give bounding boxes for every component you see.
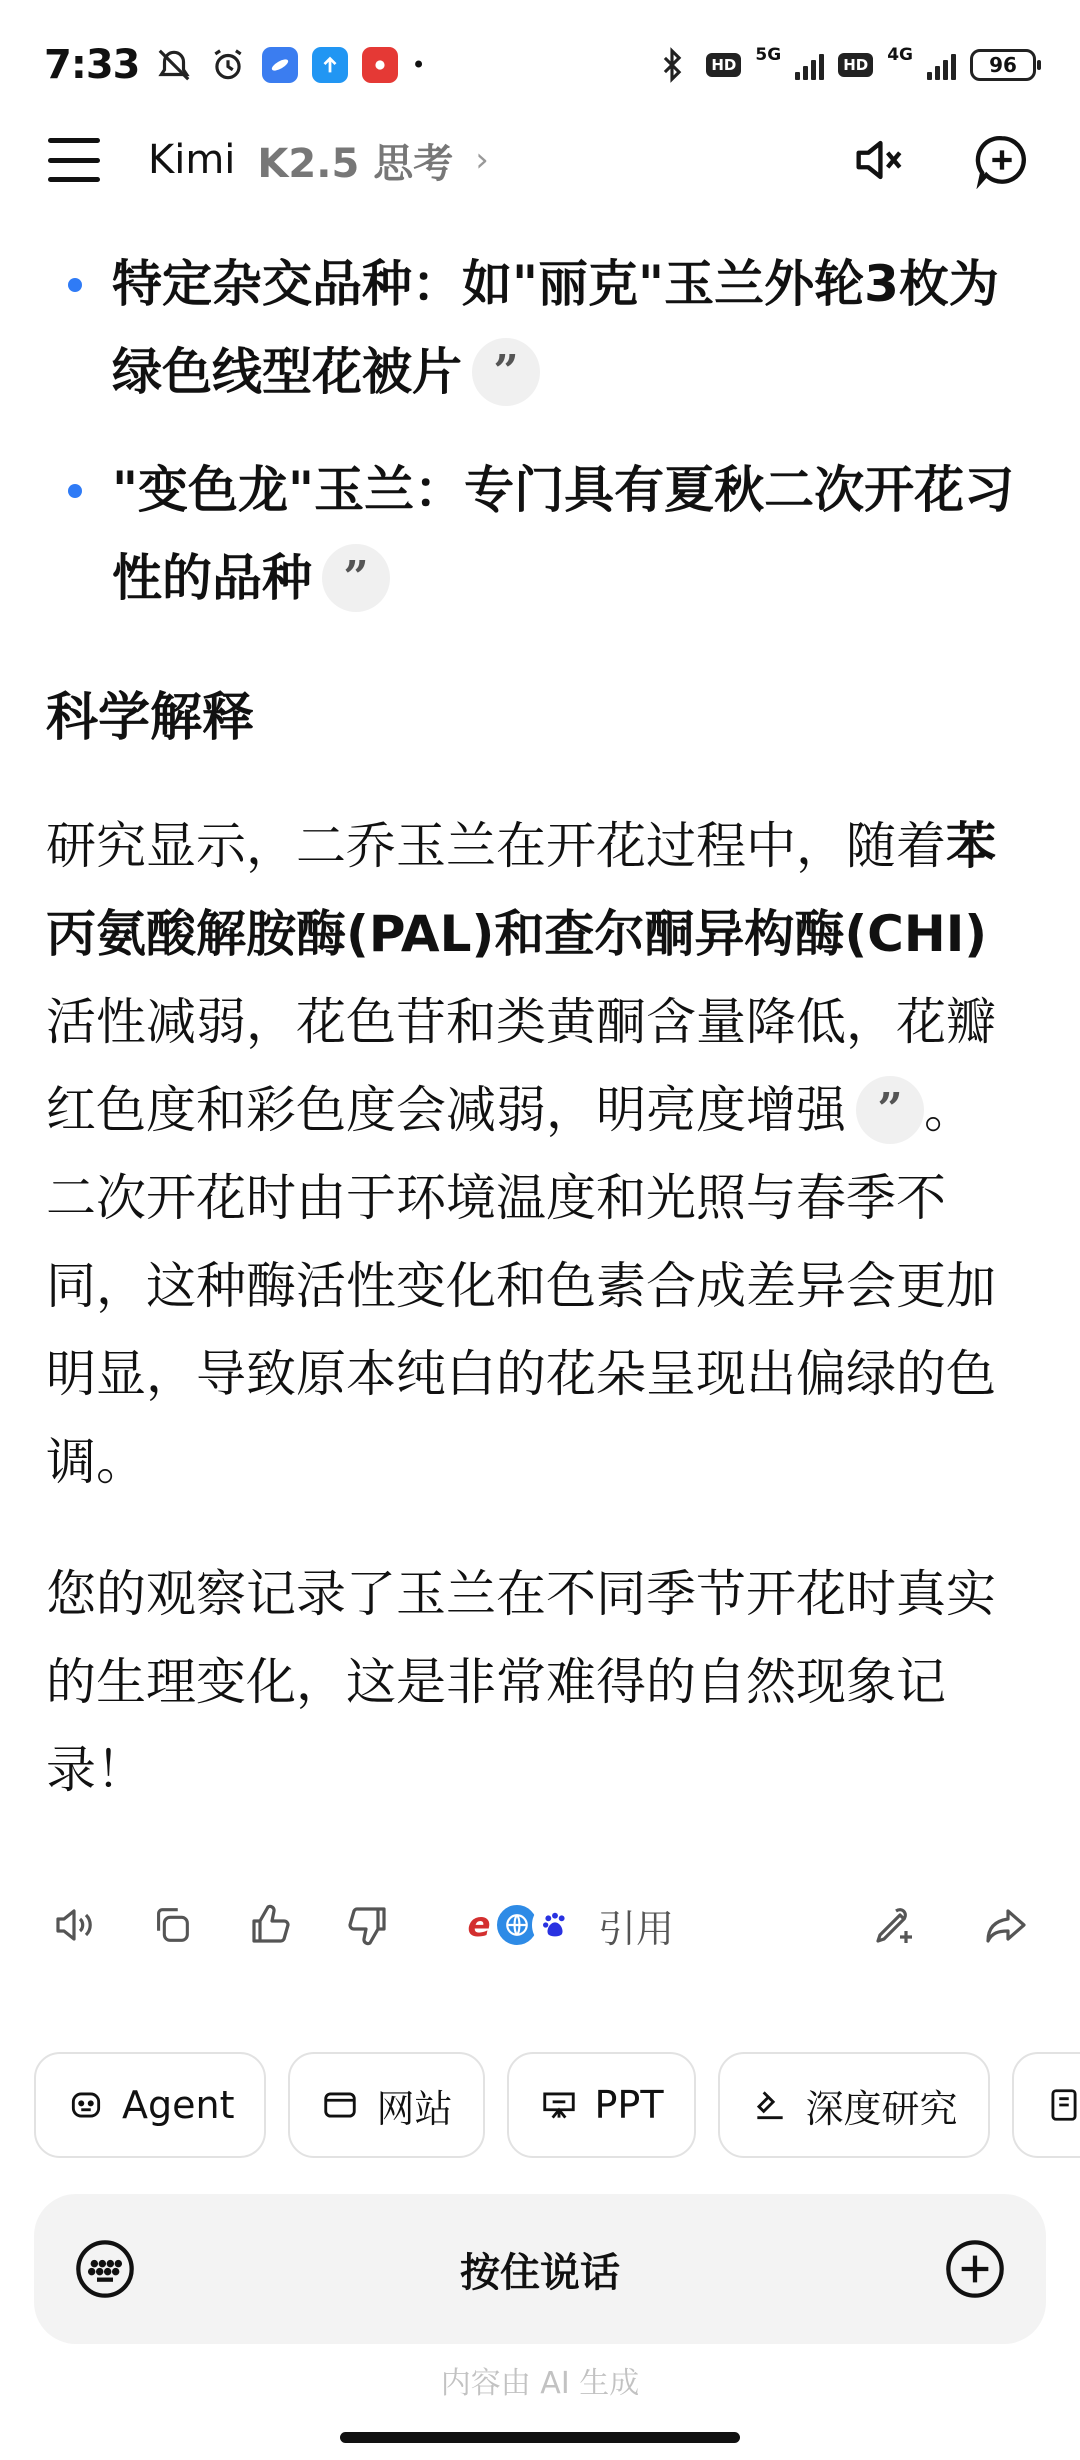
status-bar: [0, 0, 1080, 130]
hd-badge: HD: [706, 53, 741, 77]
ai-disclaimer: 内容由 AI 生成: [440, 2366, 640, 2401]
status-right: [652, 45, 1036, 85]
speaker-mute-icon[interactable]: [848, 130, 908, 190]
chip-label: PPT: [594, 2083, 664, 2127]
bluetooth-icon: [652, 45, 692, 85]
list-item: [0, 240, 1080, 416]
chip-deep-research[interactable]: [718, 2052, 990, 2158]
chip-label: 网站: [376, 2086, 453, 2131]
research-icon: [750, 2085, 790, 2125]
paragraph-bold-text: 苯丙氨酸解胺酶(PAL)和查尔酮异构酶(CHI): [46, 817, 996, 963]
chevron-right-icon: ›: [475, 140, 489, 180]
mute-icon: [154, 45, 194, 85]
app-notification-icon: [262, 47, 298, 83]
message-actions: [0, 1880, 1080, 1970]
quick-actions: [34, 2052, 1080, 2158]
status-time: 7:33: [44, 42, 140, 88]
home-indicator[interactable]: [340, 2432, 740, 2443]
network-5g-label: 5G: [755, 45, 782, 65]
signal-icon-2: [927, 50, 956, 80]
menu-button[interactable]: [48, 138, 100, 182]
hd-badge-2: HD: [838, 53, 873, 77]
list-item-text: 特定杂交品种：如"丽克"玉兰外轮3枚为绿色线型花被片: [112, 255, 999, 401]
network-4g-label: 4G: [887, 45, 913, 65]
citation-quote-icon[interactable]: ”: [856, 1076, 924, 1144]
app-name: Kimi: [148, 137, 236, 183]
battery-indicator: 96: [970, 49, 1036, 81]
chip-label: 深度研究: [805, 2086, 958, 2131]
chip-ppt[interactable]: [507, 2052, 696, 2158]
citation-quote-icon[interactable]: ”: [472, 338, 540, 406]
citation-quote-icon[interactable]: ”: [322, 544, 390, 612]
model-selector[interactable]: [148, 132, 489, 189]
status-left: [44, 42, 426, 88]
message-actions-right: [864, 1895, 1036, 1955]
upload-notification-icon: [312, 47, 348, 83]
chip-document[interactable]: [1012, 2052, 1080, 2158]
hold-to-talk-button[interactable]: 按住说话: [460, 2249, 620, 2296]
thumbs-up-icon[interactable]: [240, 1895, 300, 1955]
more-notifications-dot: •: [411, 51, 426, 79]
chip-label: Agent: [122, 2083, 235, 2127]
keyboard-icon[interactable]: [70, 2234, 140, 2304]
news-notification-icon: [362, 47, 398, 83]
paragraph-text: 。二次开花时由于环境温度和光照与春季不同，这种酶活性变化和色素合成差异会更加明显，导致原本纯白的花朵呈现出偏绿的色调。: [46, 1081, 996, 1491]
source-logo-e-icon: e: [456, 1902, 502, 1948]
nav-actions: [848, 130, 1032, 190]
model-name: K2.5 思考: [257, 140, 454, 187]
bullet-dot: [68, 278, 82, 292]
edit-icon[interactable]: [864, 1895, 924, 1955]
thumbs-down-icon[interactable]: [338, 1895, 398, 1955]
paragraph-conclusion: 您的观察记录了玉兰在不同季节开花时真实的生理变化，这是非常难得的自然现象记录！: [46, 1565, 996, 1799]
section-heading: 科学解释: [46, 688, 255, 748]
paragraph-text: 活性减弱，花色苷和类黄酮含量降低，花瓣红色度和彩色度会减弱，明亮度增强: [46, 993, 996, 1139]
bullet-dot: [68, 484, 82, 498]
doc-icon: [1044, 2085, 1080, 2125]
chip-website[interactable]: [288, 2052, 484, 2158]
chip-agent[interactable]: [34, 2052, 266, 2158]
input-bar: [34, 2194, 1046, 2344]
message-content: [0, 240, 1080, 1814]
top-nav: [0, 120, 1080, 200]
read-aloud-icon[interactable]: [44, 1895, 104, 1955]
share-icon[interactable]: [976, 1895, 1036, 1955]
list-item-text: "变色龙"玉兰：专门具有夏秋二次开花习性的品种: [112, 461, 1015, 607]
agent-icon: [66, 2085, 106, 2125]
source-logos[interactable]: [456, 1898, 674, 1953]
copy-icon[interactable]: [142, 1895, 202, 1955]
presentation-icon: [539, 2085, 579, 2125]
signal-icon: [795, 50, 824, 80]
paragraph-science: [0, 802, 1060, 1506]
new-chat-icon[interactable]: [972, 130, 1032, 190]
browser-icon: [320, 2085, 360, 2125]
alarm-icon: [208, 45, 248, 85]
paragraph-text: 研究显示，二乔玉兰在开花过程中，随着: [46, 817, 946, 875]
add-icon[interactable]: [940, 2234, 1010, 2304]
source-logo-baidu-icon: [532, 1902, 578, 1948]
list-item: [0, 446, 1080, 622]
citations-label: 引用: [598, 1906, 675, 1951]
